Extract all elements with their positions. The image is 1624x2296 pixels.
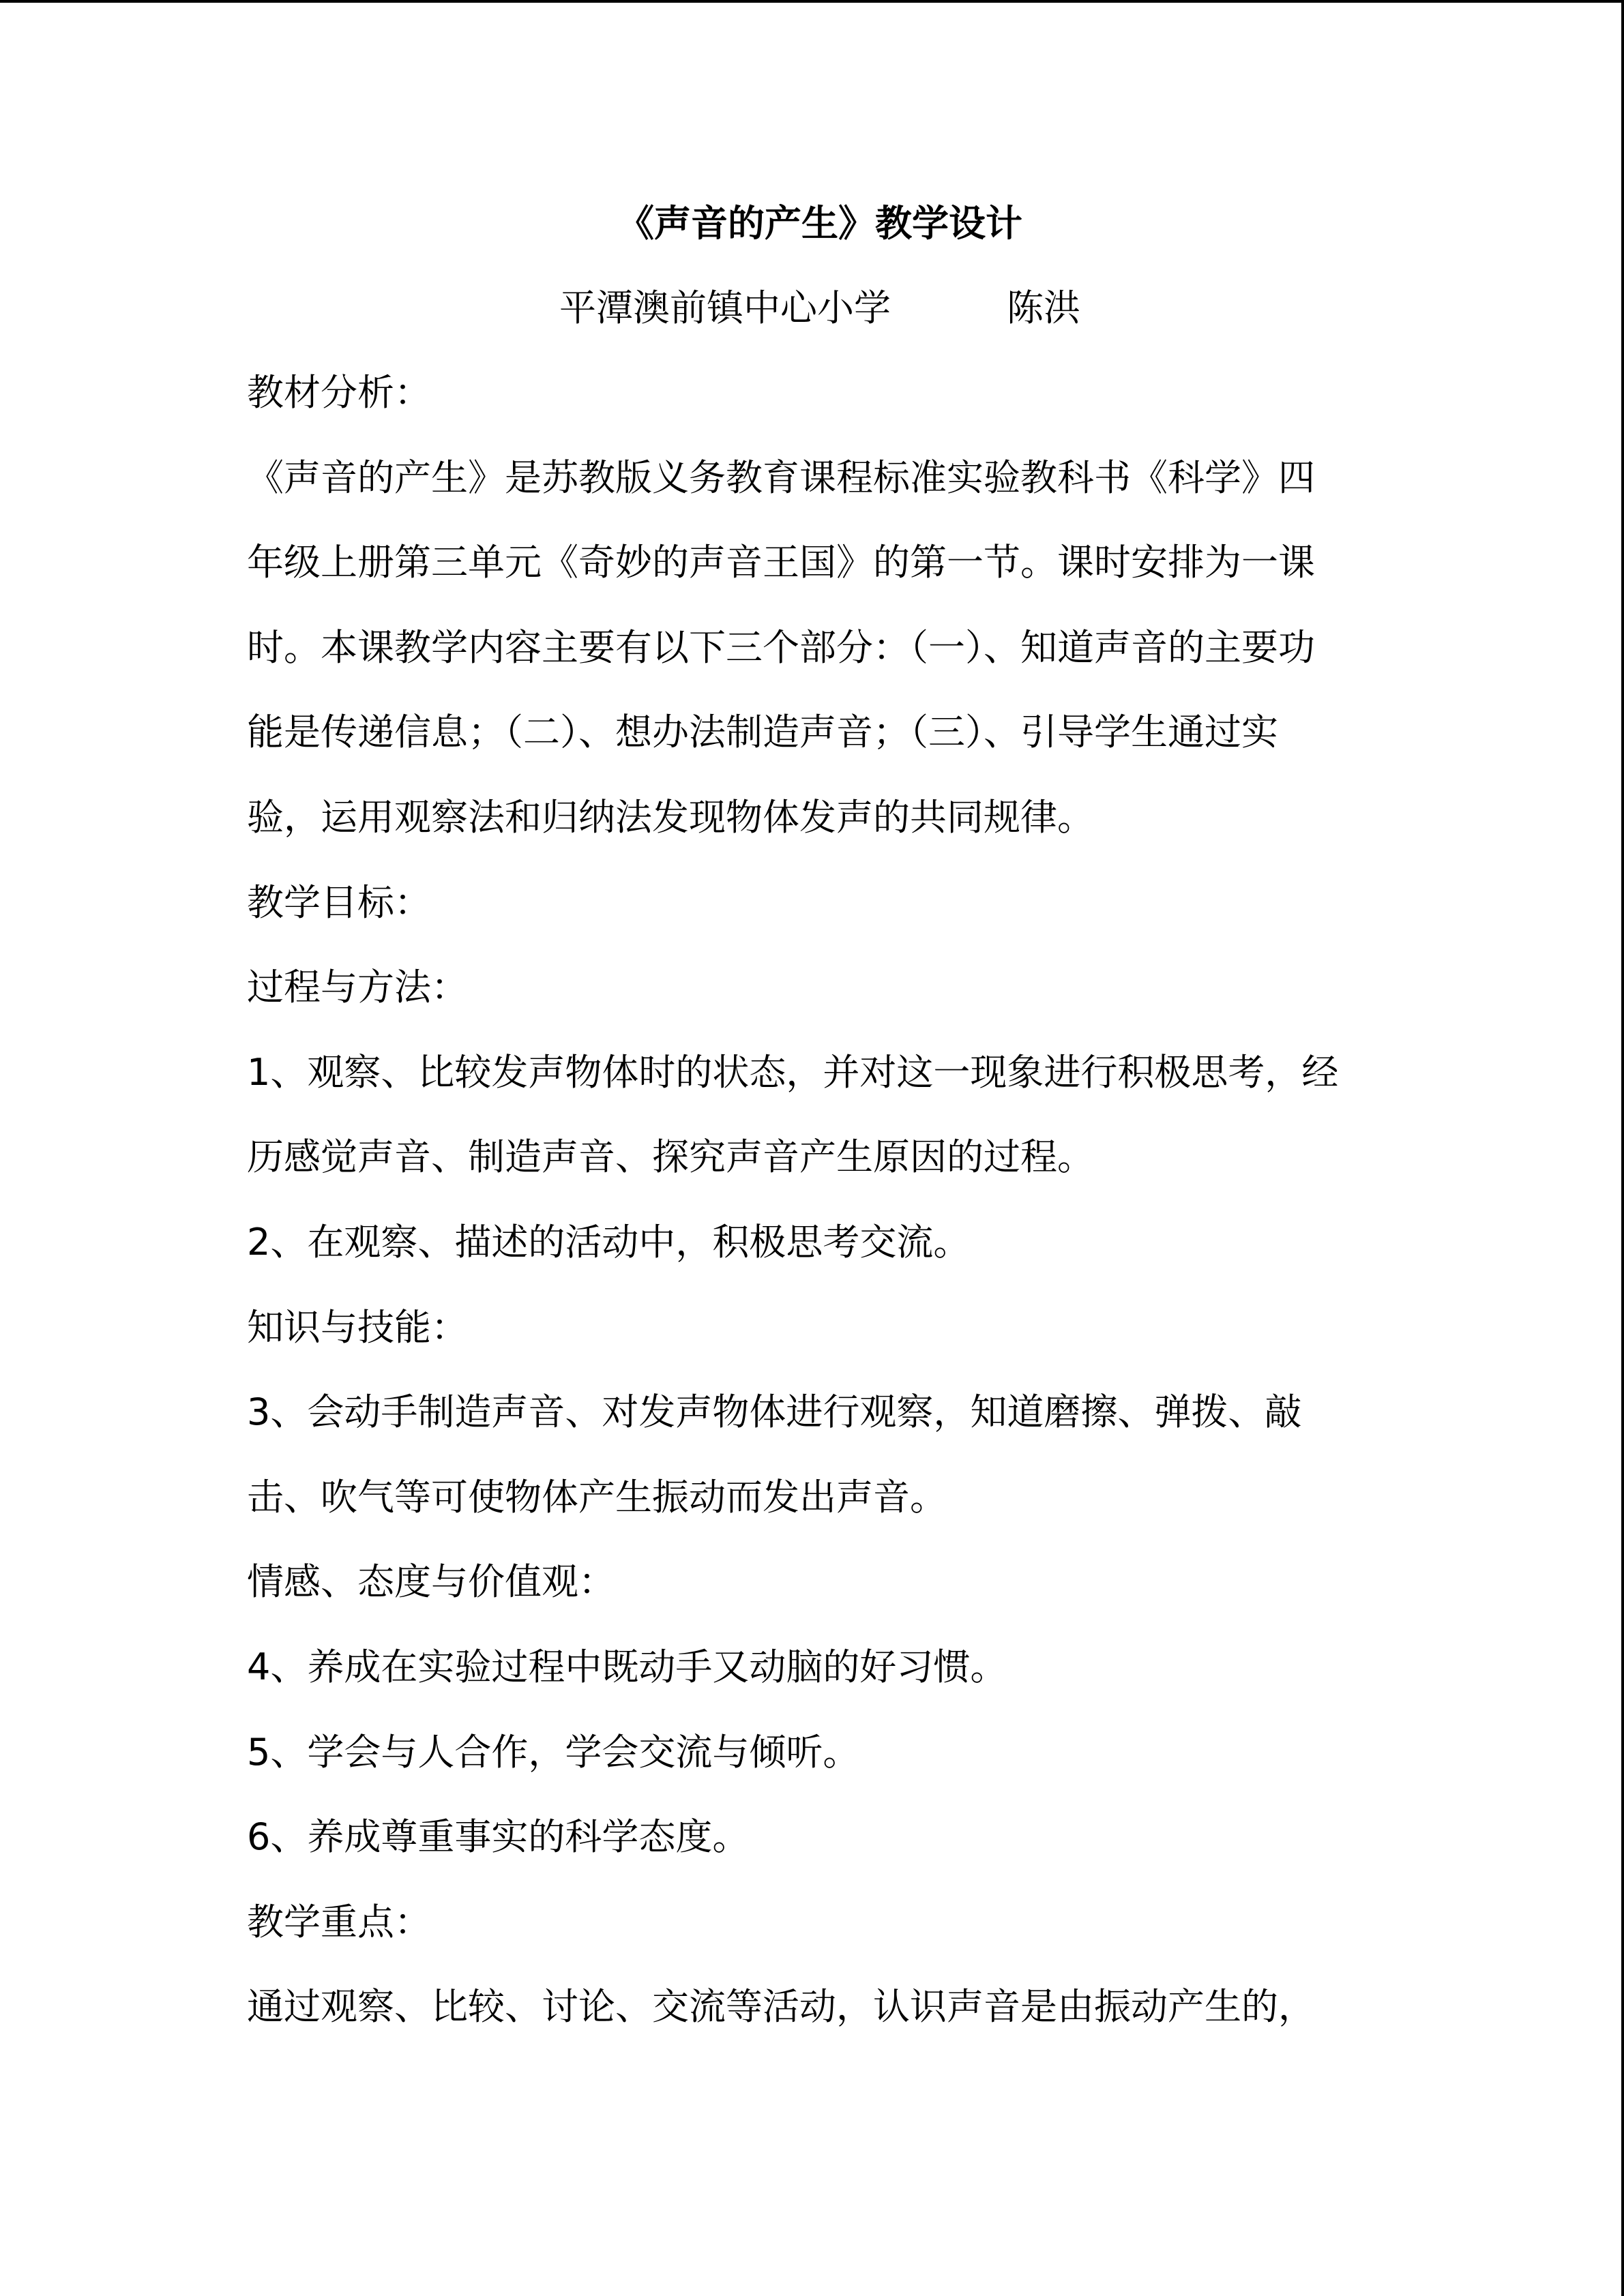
paragraph-line: 6、养成尊重事实的科学态度。: [247, 1815, 750, 1859]
paragraph-line: 能是传递信息；（二）、想办法制造声音；（三）、引导学生通过实: [247, 711, 1278, 754]
paragraph-line: 1、观察、比较发声物体时的状态，并对这一现象进行积极思考，经: [247, 1050, 1339, 1094]
author-name: 陈洪: [1007, 286, 1080, 329]
paragraph-line: 年级上册第三单元《奇妙的声音王国》的第一节。课时安排为一课: [247, 541, 1315, 584]
paragraph-line: 击、吹气等可使物体产生振动而发出声音。: [247, 1475, 947, 1519]
paragraph-line: 验，运用观察法和归纳法发现物体发声的共同规律。: [247, 795, 1094, 839]
school-name: 平潭澳前镇中心小学: [559, 286, 891, 329]
paragraph-line: 历感觉声音、制造声音、探究声音产生原因的过程。: [247, 1135, 1094, 1179]
paragraph-line: 过程与方法：: [247, 966, 468, 1009]
paragraph-line: 教材分析：: [247, 371, 431, 414]
paragraph-line: 2、在观察、描述的活动中，积极思考交流。: [247, 1220, 971, 1264]
paragraph-line: 时。本课教学内容主要有以下三个部分：（一）、知道声音的主要功: [247, 625, 1315, 669]
paragraph-line: 教学重点：: [247, 1900, 431, 1943]
document-title: 《声音的产生》教学设计: [617, 202, 1022, 245]
paragraph-line: 5、学会与人合作，学会交流与倾听。: [247, 1730, 860, 1774]
paragraph-line: 4、养成在实验过程中既动手又动脑的好习惯。: [247, 1645, 1007, 1688]
paragraph-line: 教学目标：: [247, 880, 431, 924]
paragraph-line: 《声音的产生》是苏教版义务教育课程标准实验教科书《科学》四: [247, 456, 1315, 499]
paragraph-line: 3、会动手制造声音、对发声物体进行观察，知道磨擦、弹拨、敲: [247, 1390, 1302, 1434]
paragraph-line: 知识与技能：: [247, 1305, 468, 1349]
paragraph-line: 情感、态度与价值观：: [247, 1560, 615, 1604]
document-body: [247, 181, 1379, 2050]
author-line: [261, 266, 1379, 351]
paragraph-line: 通过观察、比较、讨论、交流等活动，认识声音是由振动产生的，: [247, 1985, 1315, 2029]
